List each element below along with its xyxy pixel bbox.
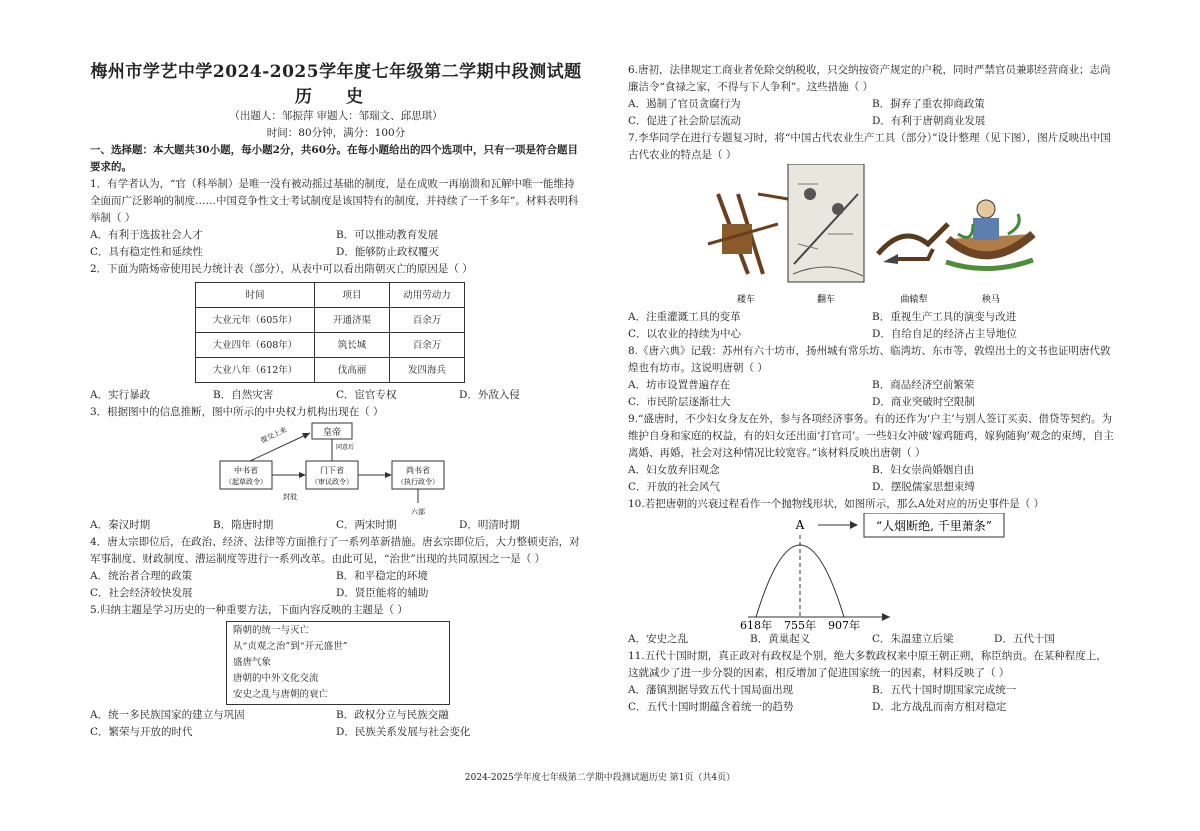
arrow-bottom-label: 封驳: [283, 493, 297, 501]
theme-line: 唐朝的中外文化交流: [233, 673, 319, 684]
option-c[interactable]: C．朱温建立后梁: [872, 633, 954, 645]
options: [628, 96, 1116, 130]
question-3: [90, 404, 582, 534]
liubu-label: 六部: [411, 508, 425, 516]
option-d[interactable]: D．能够防止政权覆灭: [336, 246, 439, 258]
emperor-label: 皇帝: [322, 428, 342, 438]
options: [628, 462, 1116, 496]
option-b[interactable]: B．摒弃了重农抑商政策: [872, 98, 985, 110]
option-c[interactable]: C．宦官专权: [336, 389, 397, 401]
question-7: [628, 130, 1116, 343]
question-5: [90, 602, 582, 741]
options: [90, 227, 582, 261]
image-caption: 曲辕犁: [900, 295, 928, 305]
question-stem: 11.五代十国时期，真正政对有政权是个别，绝大多数政权来中原王朝正朔，称臣纳贡。在某种程度上，这就减少了进一步分裂的因素，相反增加了促进国家统一的因素，材料反映了（ ）: [628, 650, 1107, 679]
question-8: [628, 343, 1116, 411]
shangshu-sub: （执行政令）: [397, 478, 439, 486]
quote-text: “人烟断绝, 千里萧条”: [876, 519, 992, 533]
option-b[interactable]: B．重视生产工具的演变与改进: [872, 311, 1017, 323]
question-2: [90, 261, 582, 404]
options: [628, 309, 1116, 343]
options: [90, 707, 582, 741]
rice-seedling-horse-illustration: [946, 200, 1033, 269]
option-b[interactable]: B．政权分立与民族交融: [336, 709, 449, 721]
theme-box: [226, 621, 450, 705]
question-11: [628, 648, 1116, 716]
image-caption: 翻车: [816, 295, 836, 305]
option-c[interactable]: C．社会经济较快发展: [90, 587, 193, 599]
exam-subject: 历 史: [295, 87, 377, 107]
option-d[interactable]: D．民族关系发展与社会变化: [336, 726, 471, 738]
image-caption: 秧马: [981, 295, 1001, 305]
arrow-right-label: 同意后: [336, 444, 355, 451]
options: [628, 631, 1116, 648]
option-c[interactable]: C．市民阶层逐渐壮大: [628, 396, 731, 408]
option-d[interactable]: D．商业突破时空限制: [872, 396, 975, 408]
question-10: [628, 496, 1116, 648]
menxia-sub: （审议政令）: [311, 478, 353, 486]
option-a[interactable]: A．有利于选拔社会人才: [90, 229, 203, 241]
shangshu-label: 尚书省: [406, 466, 430, 475]
option-c[interactable]: C．两宋时期: [336, 519, 397, 531]
labor-table: [195, 282, 465, 383]
theme-line: 从“贞观之治”到“开元盛世”: [233, 641, 348, 652]
option-d[interactable]: D．摆脱儒家思想束缚: [872, 481, 975, 493]
page-footer: 2024-2025学年度七年级第二学期中段测试题历史 第1页（共4页）: [464, 773, 736, 783]
question-stem: 2．下面为隋炀帝使用民力统计表（部分），从表中可以看出隋朝灭亡的原因是（ ）: [90, 263, 473, 275]
table-cell: 伐高丽: [315, 358, 390, 383]
option-a[interactable]: A．遏制了官员贪腐行为: [628, 98, 741, 110]
table-cell: 百余万: [390, 308, 465, 333]
question-1: [90, 176, 582, 261]
table-cell: 百余万: [390, 333, 465, 358]
option-a[interactable]: A．妇女放弃旧观念: [628, 464, 720, 476]
x-axis-arrow: [882, 613, 890, 621]
question-stem: 7.李华同学在进行专题复习时，将“中国古代农业生产工具（部分）”设计整理（见下图），图片反映出中国古代农业的特点是（ ）: [628, 132, 1111, 161]
section-intro: 一、选择题：本大题共30小题，每小题2分，共60分。在每小题给出的四个选项中，只有一项是符合题目要求的。: [90, 144, 579, 173]
zhongshu-label: 中书省: [234, 466, 258, 475]
table-cell: 筑长城: [315, 333, 390, 358]
left-column: [90, 60, 582, 741]
option-d[interactable]: D．北方战乱而南方相对稳定: [872, 701, 1007, 713]
option-b[interactable]: B．妇女崇尚婚姻自由: [872, 464, 975, 476]
question-stem: 10.若把唐朝的兴衰过程看作一个抛物线形状，如图所示，那么A处对应的历史事件是（ ）: [628, 498, 1045, 510]
peak-label: A: [795, 518, 805, 532]
table-header: 项目: [315, 283, 390, 308]
table-cell: 大业八年（612年）: [196, 358, 315, 383]
seed-drill-illustration: [708, 194, 788, 274]
option-a[interactable]: A．实行暴政: [90, 389, 151, 401]
exam-time: 时间：80分钟，满分：100分: [266, 127, 406, 139]
option-a[interactable]: A．统一多民族国家的建立与巩固: [90, 709, 245, 721]
question-stem: 5.归纳主题是学习历史的一种重要方法，下面内容反映的主题是（ ）: [90, 604, 408, 616]
option-d[interactable]: D．有利于唐朝商业发展: [872, 115, 986, 127]
option-a[interactable]: A．统治者合理的政策: [90, 570, 193, 582]
question-stem: 4．唐太宗即位后，在政治、经济、法律等方面推行了一系列革新措施。唐玄宗即位后，大力整顿吏治，对军事制度、财政制度、漕运制度等进行一系列改革。由此可见，“治世”出现的共同原因之一是（ ）: [90, 536, 580, 565]
option-b[interactable]: B．可以推动教育发展: [336, 229, 439, 241]
question-4: [90, 534, 582, 602]
curved-plow-illustration: [878, 224, 948, 264]
x-label-755: 755年: [784, 619, 816, 631]
option-c[interactable]: C．开放的社会风气: [628, 481, 721, 493]
option-a[interactable]: A．安史之乱: [628, 633, 689, 645]
options: [90, 568, 582, 602]
option-a[interactable]: A．坊市设置普遍存在: [628, 379, 731, 391]
option-a[interactable]: A．秦汉时期: [90, 519, 151, 531]
option-a[interactable]: A．注重灌溉工具的变革: [628, 311, 741, 323]
question-9: [628, 411, 1116, 496]
option-d[interactable]: D．外敌入侵: [459, 389, 520, 401]
options: [90, 517, 582, 534]
option-d[interactable]: D．五代十国: [994, 633, 1055, 645]
option-d[interactable]: D．贤臣能将的辅助: [336, 587, 429, 599]
zhongshu-sub: （起草政令）: [225, 478, 267, 486]
option-c[interactable]: C．以农业的持续为中心: [628, 328, 742, 340]
options: [628, 682, 1116, 716]
right-column: [628, 62, 1116, 716]
question-stem: 3．根据图中的信息推断，图中所示的中央权力机构出现在（ ）: [90, 406, 384, 418]
table-header: 时间: [196, 283, 315, 308]
option-b[interactable]: B．和平稳定的环境: [336, 570, 428, 582]
table-cell: 大业元年（605年）: [196, 308, 315, 333]
table-row: [196, 308, 465, 333]
table-cell: 开通济渠: [315, 308, 390, 333]
exam-authors: （出题人：邹振萍 审题人：邹瑞文、邱思琪）: [229, 110, 443, 122]
option-d[interactable]: D．明清时期: [459, 519, 520, 531]
tang-rise-fall-curve: [628, 513, 1116, 631]
theme-line: 盛唐气象: [233, 657, 272, 668]
table-row: [196, 358, 465, 383]
option-b[interactable]: B．商品经济空前繁荣: [872, 379, 975, 391]
arrow-head: [299, 472, 306, 478]
table-header-row: [196, 283, 465, 308]
quote-arrow-head: [850, 521, 858, 529]
question-stem: 1．有学者认为，“官（科举制）是唯一没有被动摇过基础的制度，是在成败一再崩溃和瓦解中唯一能维持全面而广泛影响的制度……中国竞争性文士考试制度是该国特有的制度，并持续了一千多年”。材料表明科举制（ ）: [90, 178, 579, 224]
menxia-label: 门下省: [320, 466, 344, 475]
theme-line: 隋朝的统一与灭亡: [233, 625, 310, 636]
option-c[interactable]: C．促进了社会阶层流动: [628, 115, 742, 127]
exam-title: 梅州市学艺中学2024-2025学年度七年级第二学期中段测试题: [90, 62, 582, 82]
option-a[interactable]: A．藩镇割据导致五代十国局面出现: [628, 684, 794, 696]
question-stem: 8.《唐六典》记载：苏州有六十坊市，扬州城有常乐坊、临湾坊、东市等，敦煌出土的文书也证明唐代敦煌也有坊市。这说明唐朝（ ）: [628, 345, 1111, 374]
chain-pump-illustration: [788, 164, 864, 282]
table-cell: 大业四年（608年）: [196, 333, 315, 358]
option-d[interactable]: D．自给自足的经济占主导地位: [872, 328, 1017, 340]
table-header: 动用劳动力: [390, 283, 465, 308]
option-b[interactable]: B．自然灾害: [213, 389, 274, 401]
theme-line: 安史之乱与唐朝的衰亡: [233, 689, 329, 700]
table-cell: 发四海兵: [390, 358, 465, 383]
options: [90, 387, 582, 404]
table-row: [196, 333, 465, 358]
arrow-head: [385, 472, 392, 478]
question-stem: 9.“盛唐时，不少妇女身友在外，参与各项经济事务。有的还作为‘户主’与别人签订买卖、借贷等契约。为维护自身和家庭的权益，有的妇女还出面‘打官司’。一些妇女冲破‘嫁鸡随鸡，嫁狗随狗’观念的束缚，自主离婚、再婚，社会对这种情况比较宽容。”该材料反映出唐朝（ ）: [628, 413, 1114, 459]
farming-tools-figure: [628, 164, 1116, 309]
options: [628, 377, 1116, 411]
option-b[interactable]: B．五代十国时期国家完成统一: [872, 684, 1017, 696]
option-c[interactable]: C．五代十国时期蕴含着统一的趋势: [628, 701, 794, 713]
three-departments-diagram: [90, 421, 582, 517]
option-b[interactable]: B．隋唐时期: [213, 519, 274, 531]
question-stem: 6.唐初，法律规定工商业者免除交纳税收，只交纳按资产规定的户税，同时严禁官员兼职经营商业；志尚廉洁令“食禄之家，不得与下人争利”。这些措施（ ）: [628, 64, 1111, 93]
x-label-618: 618年: [740, 619, 772, 631]
option-b[interactable]: B．黄巢起义: [750, 633, 811, 645]
option-c[interactable]: C．具有稳定性和延续性: [90, 246, 204, 258]
option-c[interactable]: C．繁荣与开放的时代: [90, 726, 193, 738]
x-label-907: 907年: [828, 619, 860, 631]
arrow-top-label: 提交上来: [259, 425, 289, 445]
image-caption: 耧车: [736, 295, 756, 305]
question-6: [628, 62, 1116, 130]
